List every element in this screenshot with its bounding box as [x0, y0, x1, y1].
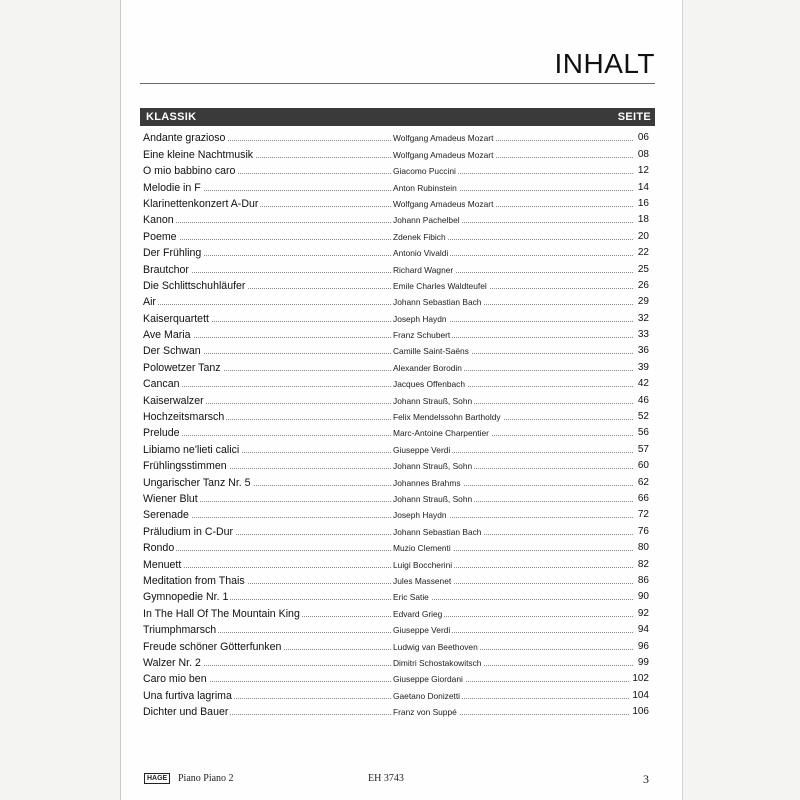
entry-page: 72 [633, 509, 649, 520]
entry-title: Menuett [143, 558, 182, 571]
toc-entry [143, 702, 649, 718]
entry-title: Walzer Nr. 2 [143, 656, 201, 669]
toc-entry [143, 538, 649, 554]
entry-title: Triumphmarsch [143, 624, 217, 637]
entry-page: 08 [633, 149, 649, 160]
dot-leader [143, 550, 391, 551]
entry-page: 18 [633, 214, 649, 225]
toc-entry [143, 308, 649, 324]
book-title: Piano Piano 2 [178, 773, 234, 784]
section-label: KLASSIK [146, 111, 197, 123]
entry-page: 06 [633, 132, 649, 143]
entry-page: 12 [633, 165, 649, 176]
title-rule [140, 83, 655, 84]
entry-title: Wiener Blut [143, 492, 198, 505]
toc-entry [143, 177, 649, 193]
entry-title: Kaiserquartett [143, 312, 209, 325]
entry-composer: Franz von Suppé [393, 707, 457, 718]
entry-title: Präludium in C-Dur [143, 525, 234, 538]
entry-composer: Luigi Boccherini [393, 559, 453, 570]
entry-title: Air [143, 296, 156, 309]
entry-title: Libiamo ne'lieti calici [143, 443, 240, 456]
entry-page: 99 [633, 657, 649, 668]
entry-composer: Giuseppe Verdi [393, 625, 451, 636]
entry-page: 33 [633, 329, 649, 340]
entry-title: Der Frühling [143, 247, 202, 260]
entry-page: 80 [633, 542, 649, 553]
entry-composer: Johann Sebastian Bach [393, 526, 482, 537]
entry-title: Freude schöner Götterfunken [143, 640, 282, 653]
entry-page: 22 [633, 247, 649, 258]
toc-entry [143, 505, 649, 521]
entry-title: Kanon [143, 214, 174, 227]
toc-entry [143, 554, 649, 570]
entry-composer: Wolfgang Amadeus Mozart [393, 149, 494, 160]
entry-page: 94 [633, 624, 649, 635]
entry-composer: Ludwig van Beethoven [393, 641, 478, 652]
entry-title: Die Schlittschuhläufer [143, 279, 246, 292]
entry-composer: Jules Massenet [393, 575, 452, 586]
entry-page: 29 [633, 296, 649, 307]
entry-composer: Emile Charles Waldteufel [393, 280, 487, 291]
entry-composer: Johann Strauß, Sohn [393, 493, 473, 504]
entry-page: 42 [633, 378, 649, 389]
entry-composer: Felix Mendelssohn Bartholdy [393, 412, 501, 423]
toc-entry [143, 243, 649, 259]
entry-page: 82 [633, 559, 649, 570]
page-footer [140, 772, 655, 788]
entry-page: 92 [633, 608, 649, 619]
entry-composer: Giuseppe Giordani [393, 674, 463, 685]
toc-entry [143, 128, 649, 144]
entry-title: Klarinettenkonzert A-Dur [143, 197, 259, 210]
toc-entry [143, 653, 649, 669]
entry-composer: Johannes Brahms [393, 477, 461, 488]
entry-page: 62 [633, 477, 649, 488]
entry-composer: Johann Strauß, Sohn [393, 395, 473, 406]
entry-page: 104 [632, 689, 649, 701]
toc-entry [143, 374, 649, 390]
toc-entry [143, 292, 649, 308]
toc-entry [143, 571, 649, 587]
toc-entry [143, 210, 649, 226]
toc-entry [143, 325, 649, 341]
toc-entry [143, 194, 649, 210]
entry-page: 20 [633, 231, 649, 242]
entry-title: Prelude [143, 427, 180, 440]
entry-title: Kaiserwalzer [143, 394, 204, 407]
entry-composer: Franz Schubert [393, 330, 451, 341]
entry-composer: Anton Rubinstein [393, 182, 457, 193]
entry-title: In The Hall Of The Mountain King [143, 607, 300, 620]
entry-composer: Alexander Borodin [393, 362, 462, 373]
entry-title: Una furtiva lagrima [143, 689, 232, 702]
entry-title: Hochzeitsmarsch [143, 411, 225, 424]
entry-composer: Marc-Antoine Charpentier [393, 428, 489, 439]
entry-page: 16 [633, 198, 649, 209]
page-number: 3 [643, 772, 649, 786]
entry-page: 86 [633, 575, 649, 586]
entry-title: Frühlingsstimmen [143, 460, 227, 473]
entry-title: Rondo [143, 542, 175, 555]
toc-list [143, 128, 649, 718]
entry-title: Caro mio ben [143, 673, 207, 686]
entry-page: 32 [633, 313, 649, 324]
entry-composer: Dimitri Schostakowitsch [393, 657, 482, 668]
entry-composer: Jacques Offenbach [393, 379, 466, 390]
entry-title: Serenade [143, 509, 189, 522]
page-edge-right [682, 0, 683, 800]
entry-page: 52 [633, 411, 649, 422]
entry-page: 56 [633, 427, 649, 438]
entry-composer: Wolfgang Amadeus Mozart [393, 198, 494, 209]
entry-title: Der Schwan [143, 345, 201, 358]
toc-entry [143, 341, 649, 357]
toc-entry [143, 636, 649, 652]
entry-composer: Antonio Vivaldi [393, 248, 449, 259]
toc-entry [143, 357, 649, 373]
entry-composer: Giuseppe Verdi [393, 444, 451, 455]
entry-title: Polowetzer Tanz [143, 361, 221, 374]
entry-composer: Johann Sebastian Bach [393, 297, 482, 308]
entry-composer: Johann Pachelbel [393, 215, 460, 226]
entry-page: 26 [633, 280, 649, 291]
page-edge-left [120, 0, 121, 800]
entry-page: 57 [633, 444, 649, 455]
entry-page: 36 [633, 345, 649, 356]
entry-page: 46 [633, 395, 649, 406]
entry-title: O mio babbino caro [143, 165, 236, 178]
dot-leader [143, 304, 391, 305]
entry-composer: Zdenek Fibich [393, 231, 446, 242]
entry-page: 90 [633, 591, 649, 602]
entry-page: 25 [633, 264, 649, 275]
toc-entry [143, 587, 649, 603]
toc-entry [143, 407, 649, 423]
entry-page: 76 [633, 526, 649, 537]
entry-title: Ave Maria [143, 329, 191, 342]
entry-title: Ungarischer Tanz Nr. 5 [143, 476, 251, 489]
toc-header-bar [140, 108, 655, 126]
toc-entry [143, 390, 649, 406]
toc-entry [143, 685, 649, 701]
entry-composer: Joseph Haydn [393, 510, 447, 521]
entry-composer: Eric Satie [393, 592, 429, 603]
entry-composer: Johann Strauß, Sohn [393, 461, 473, 472]
toc-entry [143, 489, 649, 505]
toc-entry [143, 161, 649, 177]
publisher-logo: HAGE [144, 773, 170, 784]
toc-entry [143, 472, 649, 488]
entry-composer: Camille Saint-Saëns [393, 346, 469, 357]
entry-title: Poeme [143, 230, 177, 243]
entry-title: Cancan [143, 378, 180, 391]
entry-title: Meditation from Thais [143, 574, 245, 587]
toc-entry [143, 620, 649, 636]
entry-page: 96 [633, 641, 649, 652]
entry-composer: Wolfgang Amadeus Mozart [393, 133, 494, 144]
entry-composer: Joseph Haydn [393, 313, 447, 324]
entry-title: Andante grazioso [143, 132, 226, 145]
toc-entry [143, 603, 649, 619]
page-title: INHALT [554, 48, 655, 79]
entry-page: 102 [632, 673, 649, 685]
dot-leader [143, 222, 391, 223]
entry-composer: Gaetano Donizetti [393, 690, 461, 701]
entry-page: 106 [632, 706, 649, 718]
toc-entry [143, 259, 649, 275]
entry-page: 60 [633, 460, 649, 471]
entry-composer: Giacomo Puccini [393, 166, 456, 177]
dot-leader [143, 239, 391, 240]
entry-title: Gymnopedie Nr. 1 [143, 591, 229, 604]
entry-title: Eine kleine Nachtmusik [143, 148, 254, 161]
entry-page: 39 [633, 362, 649, 373]
toc-entry [143, 669, 649, 685]
edition-code: EH 3743 [368, 773, 404, 784]
toc-entry [143, 144, 649, 160]
page-column-label: SEITE [617, 111, 651, 123]
entry-composer: Richard Wagner [393, 264, 454, 275]
toc-entry [143, 423, 649, 439]
entry-title: Brautchor [143, 263, 189, 276]
entry-title: Dichter und Bauer [143, 706, 229, 719]
toc-entry [143, 456, 649, 472]
entry-page: 14 [633, 182, 649, 193]
toc-entry [143, 226, 649, 242]
entry-title: Melodie in F [143, 181, 201, 194]
entry-composer: Muzio Clementi [393, 543, 451, 554]
toc-entry [143, 521, 649, 537]
toc-entry [143, 276, 649, 292]
entry-page: 66 [633, 493, 649, 504]
toc-entry [143, 439, 649, 455]
entry-composer: Edvard Grieg [393, 608, 443, 619]
